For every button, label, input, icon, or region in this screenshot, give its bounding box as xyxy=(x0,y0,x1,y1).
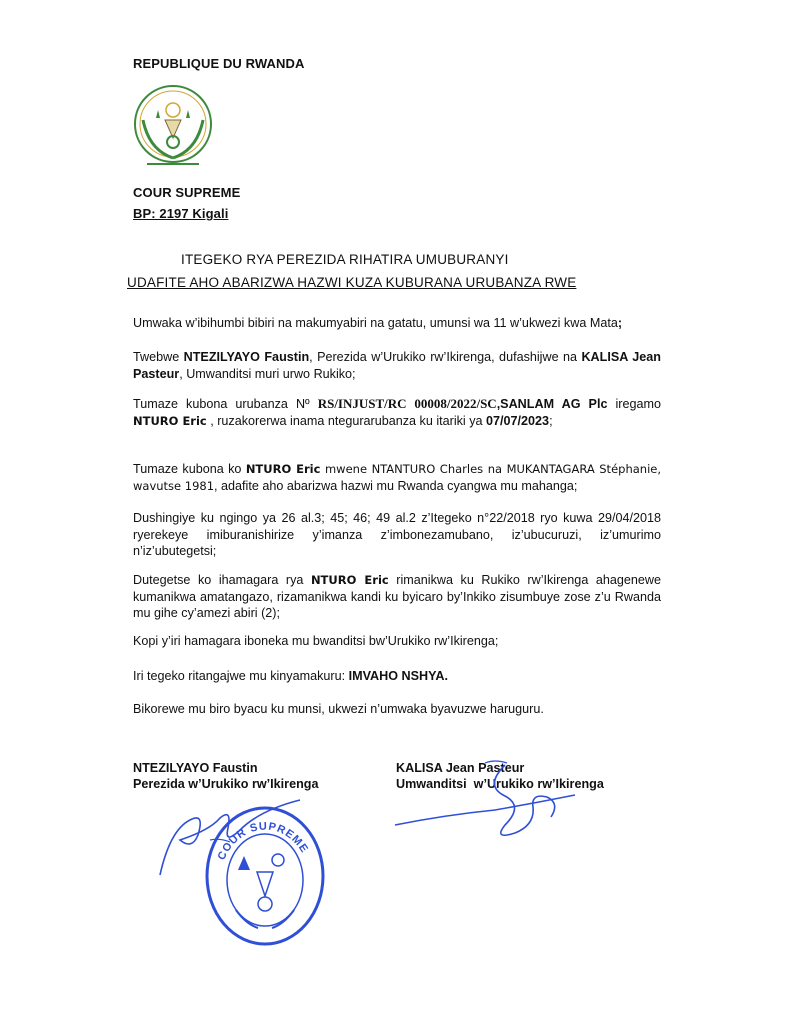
newspaper-name: IMVAHO NSHYA. xyxy=(348,669,448,683)
p6-a: Dutegetse ko ihamagara rya xyxy=(133,573,311,587)
country-name: REPUBLIQUE DU RWANDA xyxy=(133,56,305,71)
paragraph-case xyxy=(133,396,661,429)
document-title-line1: ITEGEKO RYA PEREZIDA RIHATIRA UMUBURANYI xyxy=(181,252,509,267)
p2-c: , Umwanditsi muri urwo Rukiko; xyxy=(179,366,356,381)
p4-b: mwene NTANTURO Charles na MUKANTAGARA Stéphanie, wavutse 1981 xyxy=(133,462,661,493)
paragraph-copy: Kopi y’iri hamagara iboneka mu bwanditsi bw’Urukiko rw’Ikirenga; xyxy=(133,634,499,648)
left-signer-title: Perezida w’Urukiko rw’Ikirenga xyxy=(133,777,319,791)
case-party: ,SANLAM AG Plc xyxy=(496,397,608,411)
defendant-name-2: NTURO Eric xyxy=(245,462,321,476)
registrar-name: KALISA Jean Pasteur xyxy=(133,350,661,381)
p8-a: Iri tegeko ritangajwe mu kinyamakuru: xyxy=(133,669,349,683)
stamp-text: COUR SUPREME xyxy=(215,820,311,863)
p3-a: Tumaze kubona urubanza Nº xyxy=(133,397,318,411)
paragraph-closing: Bikorewe mu biro byacu ku munsi, ukwezi n’umwaka byavuzwe haruguru. xyxy=(133,702,544,716)
paragraph-newspaper xyxy=(133,668,661,685)
paragraph-date xyxy=(133,315,661,332)
paragraph-law: Dushingiye ku ngingo ya 26 al.3; 45; 46; 49 al.2 z’Itegeko n°22/2018 ryo kuwa 29/04/2018 ryerekeye imiburanishirize y’imanza z’imbonezamubano, iz’ubucuruzi, iz’umurimo n’iz’ubutegetsi; xyxy=(133,511,661,558)
right-signer-name: KALISA Jean Pasteur xyxy=(396,761,525,775)
defendant-name: NTURO Eric xyxy=(133,413,207,428)
court-name: COUR SUPREME xyxy=(133,185,241,200)
defendant-name-3: NTURO Eric xyxy=(310,573,389,587)
p3-b: iregamo xyxy=(607,397,661,411)
paragraph-judges xyxy=(133,349,661,382)
signature-left xyxy=(133,760,318,792)
hearing-date: 07/07/2023 xyxy=(486,413,550,428)
p4-a: Tumaze kubona ko xyxy=(133,462,246,476)
p3-d: ; xyxy=(549,413,553,428)
p3-c: , ruzakorerwa inama ntegurarubanza ku itariki ya xyxy=(206,413,487,428)
paragraph-order xyxy=(133,572,661,622)
p6-b: rimanikwa ku Rukiko rw’Ikirenga ahagenewe kumanikwa amatangazo, rizamanikwa kandi ku byicaro by’Inkiko zisumbuye zose z’u Rwanda mu gihe cy’amezi abiri (2); xyxy=(133,573,661,620)
right-handwritten-signature xyxy=(385,755,585,855)
left-handwritten-signature xyxy=(150,790,310,880)
paragraph-date-end: ; xyxy=(617,316,623,330)
paragraph-defendant xyxy=(133,461,661,494)
p2-b: , Perezida w’Urukiko rw’Ikirenga, dufashijwe na xyxy=(309,350,582,364)
paragraph-date-text: Umwaka w’ibihumbi bibiri na makumyabiri na gatatu, umunsi wa 11 w’ukwezi kwa Mata xyxy=(133,316,618,330)
national-emblem xyxy=(131,80,215,172)
president-name: NTEZILYAYO Faustin xyxy=(183,350,310,364)
postal-box: BP: 2197 Kigali xyxy=(133,206,229,221)
right-signer-title: Umwanditsi w’Urukiko rw’Ikirenga xyxy=(396,777,604,791)
p2-a: Twebwe xyxy=(133,350,184,364)
document-title-line2: UDAFITE AHO ABARIZWA HAZWI KUZA KUBURANA URUBANZA RWE xyxy=(127,275,577,290)
p4-c: , adafite aho abarizwa hazwi mu Rwanda cyangwa mu mahanga; xyxy=(214,478,578,493)
left-signer-name: NTEZILYAYO Faustin xyxy=(133,761,258,775)
case-number: RS/INJUST/RC 00008/2022/SC xyxy=(317,396,497,411)
